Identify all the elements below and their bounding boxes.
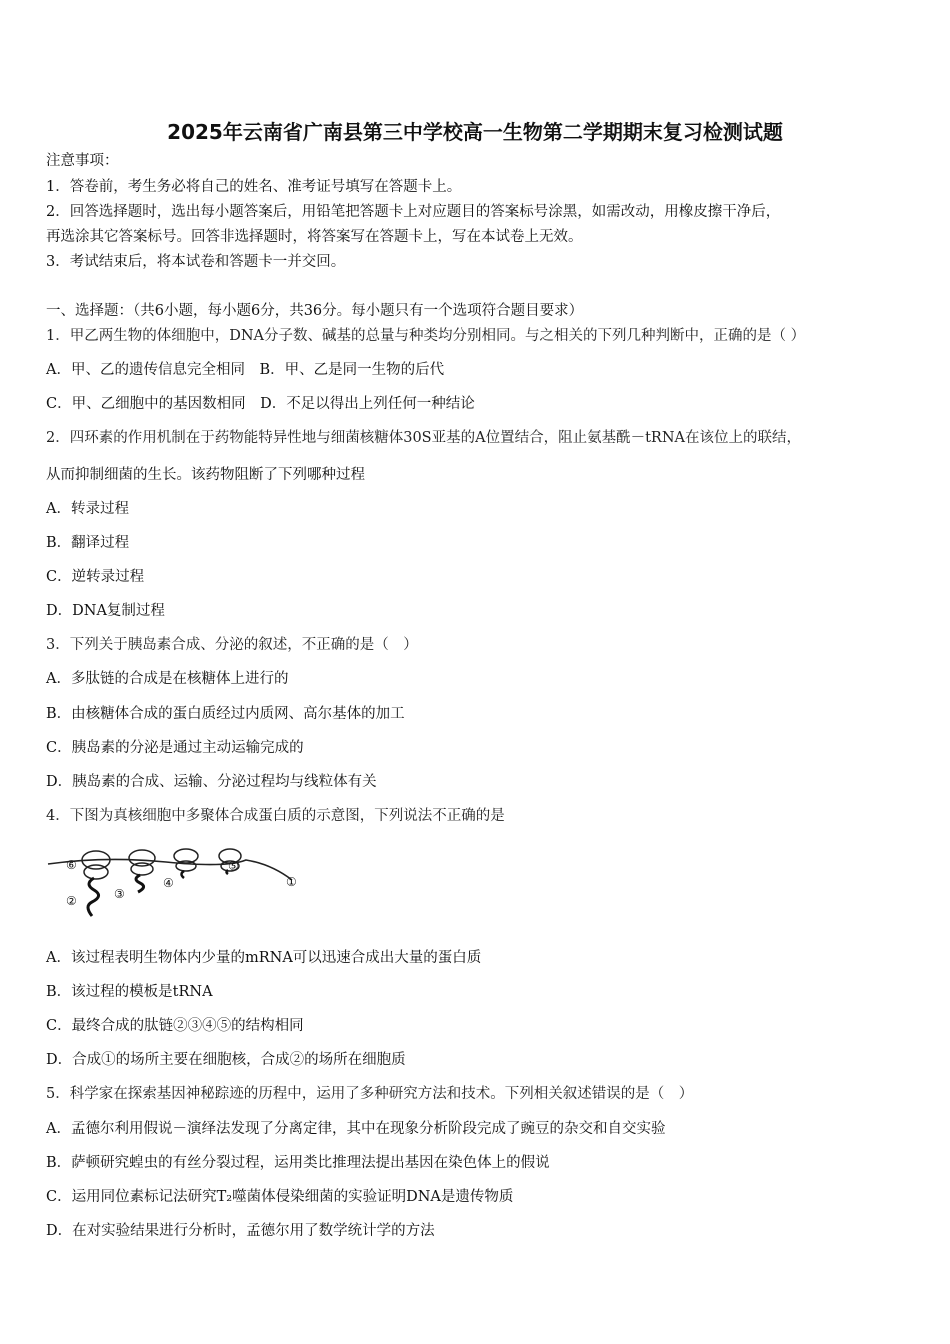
q1-options-row-1: A．甲、乙的遗传信息完全相同 B．甲、乙是同一生物的后代: [46, 362, 445, 378]
q3-option-a: A．多肽链的合成是在核糖体上进行的: [46, 671, 289, 687]
q5-option-a: A．孟德尔利用假说－演绎法发现了分离定律，其中在现象分析阶段完成了豌豆的杂交和自交实验: [46, 1121, 666, 1137]
q4-option-d: D．合成①的场所主要在细胞核，合成②的场所在细胞质: [46, 1052, 406, 1068]
q3-option-d: D．胰岛素的合成、运输、分泌过程均与线粒体有关: [46, 774, 377, 790]
q4-option-c: C．最终合成的肽链②③④⑤的结构相同: [46, 1018, 304, 1034]
q3-option-c: C．胰岛素的分泌是通过主动运输完成的: [46, 740, 304, 756]
peptide-chain-4: [182, 871, 185, 878]
notice-line-1: 1．答卷前，考生务必将自己的姓名、准考证号填写在答题卡上。: [46, 179, 462, 195]
peptide-chain-3: [136, 875, 144, 892]
q5-option-b: B．萨顿研究蝗虫的有丝分裂过程，运用类比推理法提出基因在染色体上的假说: [46, 1155, 550, 1171]
label-5: ⑤: [228, 859, 239, 873]
notice-heading: 注意事项：: [46, 153, 119, 169]
section-heading: 一、选择题：（共6小题，每小题6分，共36分。每小题只有一个选项符合题目要求）: [46, 303, 584, 319]
q2-stem-line-2: 从而抑制细菌的生长。该药物阻断了下列哪种过程: [46, 467, 365, 483]
label-2: ②: [66, 894, 77, 908]
q2-option-b: B．翻译过程: [46, 535, 130, 551]
q3-option-b: B．由核糖体合成的蛋白质经过内质网、高尔基体的加工: [46, 706, 405, 722]
q1-options-row-2: C．甲、乙细胞中的基因数相同 D．不足以得出上列任何一种结论: [46, 396, 475, 412]
q5-stem: 5．科学家在探索基因神秘踪迹的历程中，运用了多种研究方法和技术。下列相关叙述错误的是（ ）: [46, 1086, 694, 1102]
ribosome-3-small: [131, 863, 153, 875]
q3-stem: 3．下列关于胰岛素合成、分泌的叙述，不正确的是（ ）: [46, 637, 418, 653]
label-6: ⑥: [66, 858, 77, 872]
q4-option-a: A．该过程表明生物体内少量的mRNA可以迅速合成出大量的蛋白质: [46, 950, 482, 966]
notice-line-2: 2．回答选择题时，选出每小题答案后，用铅笔把答题卡上对应题目的答案标号涂黑，如需改动，用橡皮擦干净后，: [46, 204, 781, 220]
q1-stem: 1．甲乙两生物的体细胞中，DNA分子数、碱基的总量与种类均分别相同。与之相关的下列几种判断中，正确的是（ ）: [46, 328, 806, 344]
ribosome-1-small: [84, 865, 108, 879]
notice-line-3: 再选涂其它答案标号。回答非选择题时，将答案写在答题卡上，写在本试卷上无效。: [46, 229, 583, 245]
q2-stem-line-1: 2．四环素的作用机制在于药物能特异性地与细菌核糖体30S亚基的A位置结合，阻止氨基酰－tRNA在该位上的联结，: [46, 430, 801, 446]
q5-option-c: C．运用同位素标记法研究T₂噬菌体侵染细菌的实验证明DNA是遗传物质: [46, 1189, 514, 1205]
q2-option-a: A．转录过程: [46, 501, 129, 517]
page-title: 2025年云南省广南县第三中学校高一生物第二学期期末复习检测试题: [167, 120, 783, 144]
polysome-diagram: [46, 838, 316, 920]
q2-option-c: C．逆转录过程: [46, 569, 145, 585]
q2-option-d: D．DNA复制过程: [46, 603, 165, 619]
q4-stem: 4．下图为真核细胞中多聚体合成蛋白质的示意图，下列说法不正确的是: [46, 808, 505, 824]
notice-line-4: 3．考试结束后，将本试卷和答题卡一并交回。: [46, 254, 346, 270]
label-4: ④: [163, 876, 174, 890]
label-1: ①: [286, 875, 297, 889]
peptide-chain-2: [88, 878, 99, 916]
q5-option-d: D．在对实验结果进行分析时，孟德尔用了数学统计学的方法: [46, 1223, 435, 1239]
q4-option-b: B．该过程的模板是tRNA: [46, 984, 213, 1000]
label-3: ③: [114, 887, 125, 901]
